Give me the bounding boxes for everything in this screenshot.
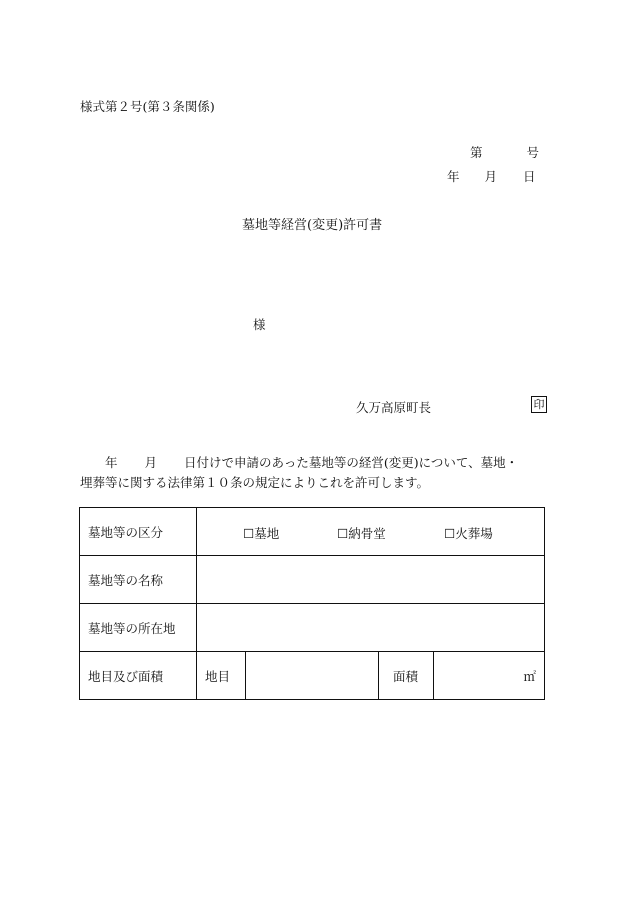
land-label: 地目及び面積	[80, 652, 197, 700]
table-row-location	[80, 604, 545, 652]
body-line2: 埋葬等に関する法律第１０条の規定によりこれを許可します。	[80, 475, 430, 490]
number-suffix: 号	[526, 145, 540, 160]
option-kasoba[interactable]: ☐火葬場	[444, 525, 493, 541]
table-row-category	[80, 508, 545, 556]
issue-date	[447, 167, 536, 185]
body-line1-rest: 日付けで申請のあった墓地等の経営(変更)について、墓地・	[184, 455, 519, 470]
body-month: 月	[144, 455, 158, 470]
issuer-title: 久万高原町長	[356, 400, 432, 415]
document-title: 墓地等経営(変更)許可書	[242, 218, 383, 233]
permit-body-text	[80, 453, 554, 493]
permit-details-table	[79, 507, 545, 700]
land-type-label: 地目	[197, 652, 246, 700]
location-value-cell[interactable]	[197, 604, 545, 652]
body-year: 年	[105, 455, 118, 470]
date-day: 日	[523, 169, 536, 184]
category-options	[197, 508, 545, 556]
option-nokotsudo[interactable]: ☐納骨堂	[337, 525, 386, 541]
table-row-name	[80, 556, 545, 604]
recipient-honorific: 様	[253, 317, 266, 332]
table-row-land	[80, 652, 545, 700]
land-type-value-cell[interactable]	[246, 652, 379, 700]
category-label: 墓地等の区分	[80, 508, 197, 556]
date-month: 月	[484, 169, 498, 184]
name-label: 墓地等の名称	[80, 556, 197, 604]
form-number-label: 様式第２号(第３条関係)	[80, 99, 215, 114]
date-year: 年	[447, 169, 460, 184]
seal-mark: 印	[531, 396, 547, 413]
document-number	[470, 143, 539, 161]
area-unit: ㎡	[434, 652, 545, 700]
option-bochi[interactable]: ☐墓地	[243, 525, 280, 541]
number-prefix: 第	[470, 145, 483, 160]
area-label: 面積	[379, 652, 434, 700]
location-label: 墓地等の所在地	[80, 604, 197, 652]
name-value-cell[interactable]	[197, 556, 545, 604]
